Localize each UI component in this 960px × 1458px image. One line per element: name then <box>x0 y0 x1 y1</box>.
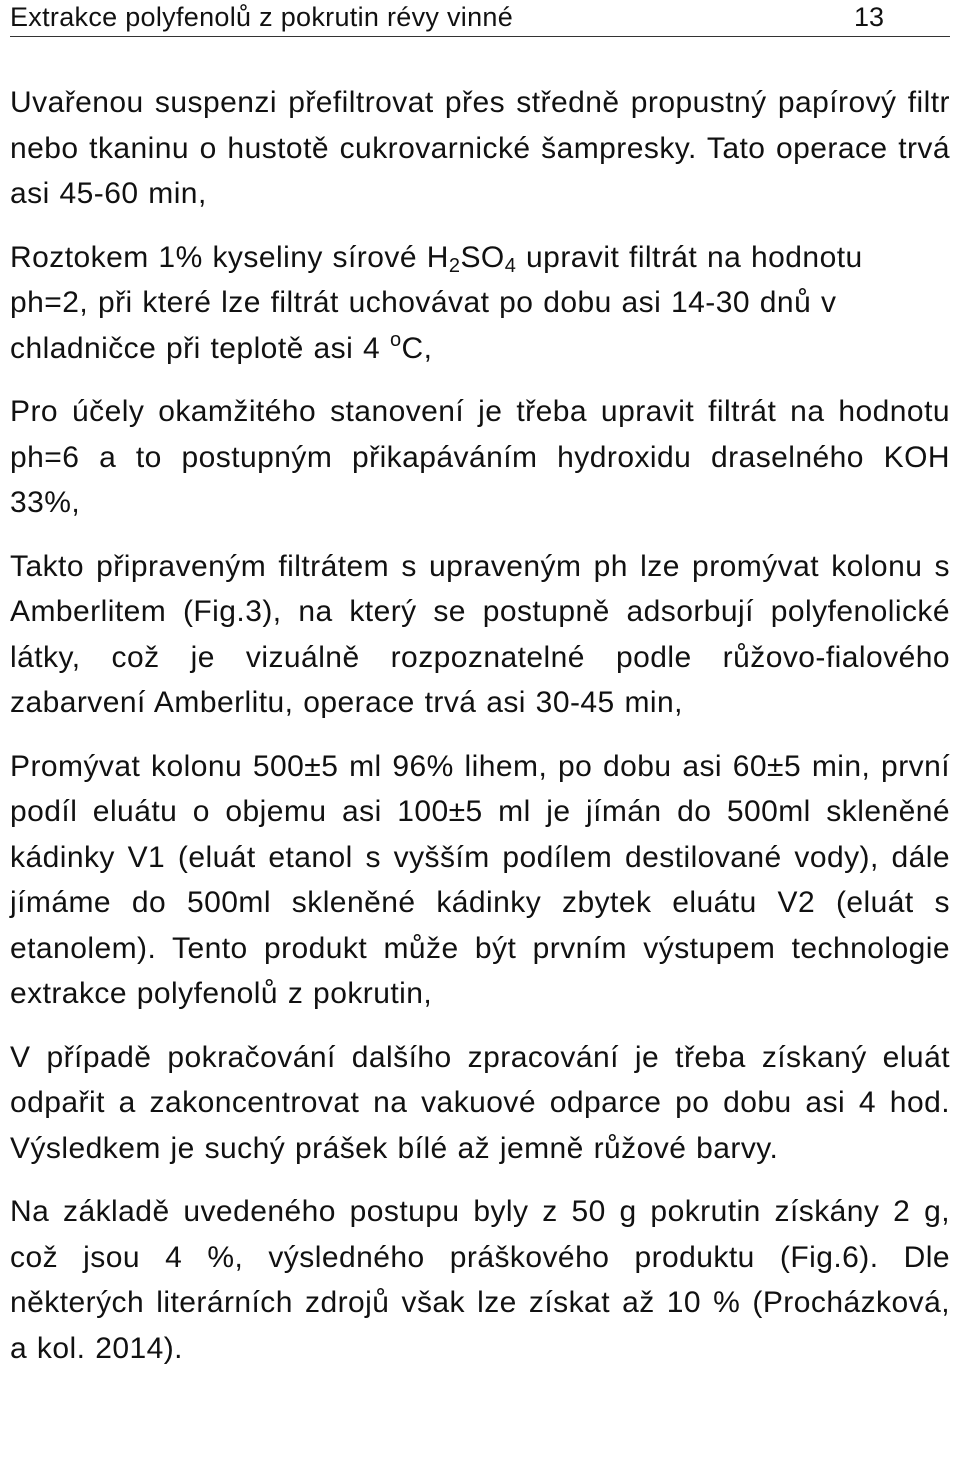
header-title: Extrakce polyfenolů z pokrutin révy vinné <box>10 2 514 32</box>
paragraph-yield: Na základě uvedeného postupu byly z 50 g pokrutin získány 2 g, což jsou 4 %, výsledného práškového produktu (Fig.6). Dle některých literárních zdrojů však lze získat až 10 % (Procházková, a kol. 2014). <box>10 1195 950 1365</box>
paragraph-amberlite-column: Takto připraveným filtrátem s upraveným ph lze promývat kolonu s Amberlitem (Fig.3), na který se postupně adsorbují polyfenolické látky, což je vizuálně rozpoznatelné podle růžovo-fialového zabarvení Amberlitu, operace trvá asi 30-45 min, <box>10 549 950 719</box>
paragraph-text: Roztokem 1% kyseliny sírové H <box>10 240 449 274</box>
page-header <box>10 0 950 37</box>
subscript: 2 <box>448 254 461 277</box>
paragraph-neutralization: Pro účely okamžitého stanovení je třeba upravit filtrát na hodnotu ph=6 a to postupným přikapáváním hydroxidu draselného KOH 33%, <box>10 395 950 519</box>
paragraph-elution: Promývat kolonu 500±5 ml 96% lihem, po dobu asi 60±5 min, první podíl eluátu o objemu asi 100±5 ml je jímán do 500ml skleněné kádinky V1 (eluát etanol s vyšším podílem destilované vody), dále jímáme do 500ml skleněné kádinky zbytek eluátu V2 (eluát s etanolem). Tento produkt může být prvním výstupem technologie extrakce polyfenolů z pokrutin, <box>10 749 950 1010</box>
page-number: 13 <box>853 2 884 32</box>
subscript: 4 <box>504 254 517 277</box>
paragraph-evaporation: V případě pokračování dalšího zpracování je třeba získaný eluát odpařit a zakoncentrovat na vakuové odparce po dobu asi 4 hod. Výsledkem je suchý prášek bílé až jemně růžové barvy. <box>10 1040 950 1165</box>
paragraph-text: upravit filtrát na hodnotu ph=2, při které lze filtrát uchovávat po dobu asi 14-30 dnů v chladničce při teplotě asi 4 <box>10 240 863 365</box>
paragraph-acidification <box>10 235 950 372</box>
paragraph-text: C, <box>401 331 433 365</box>
document-body <box>10 80 950 1371</box>
paragraph-filtration: Uvařenou suspenzi přefiltrovat přes středně propustný papírový filtr nebo tkaninu o hustotě cukrovarnické šampresky. Tato operace trvá asi 45-60 min, <box>10 86 950 210</box>
superscript: o <box>389 328 402 351</box>
paragraph-text: SO <box>460 240 505 274</box>
